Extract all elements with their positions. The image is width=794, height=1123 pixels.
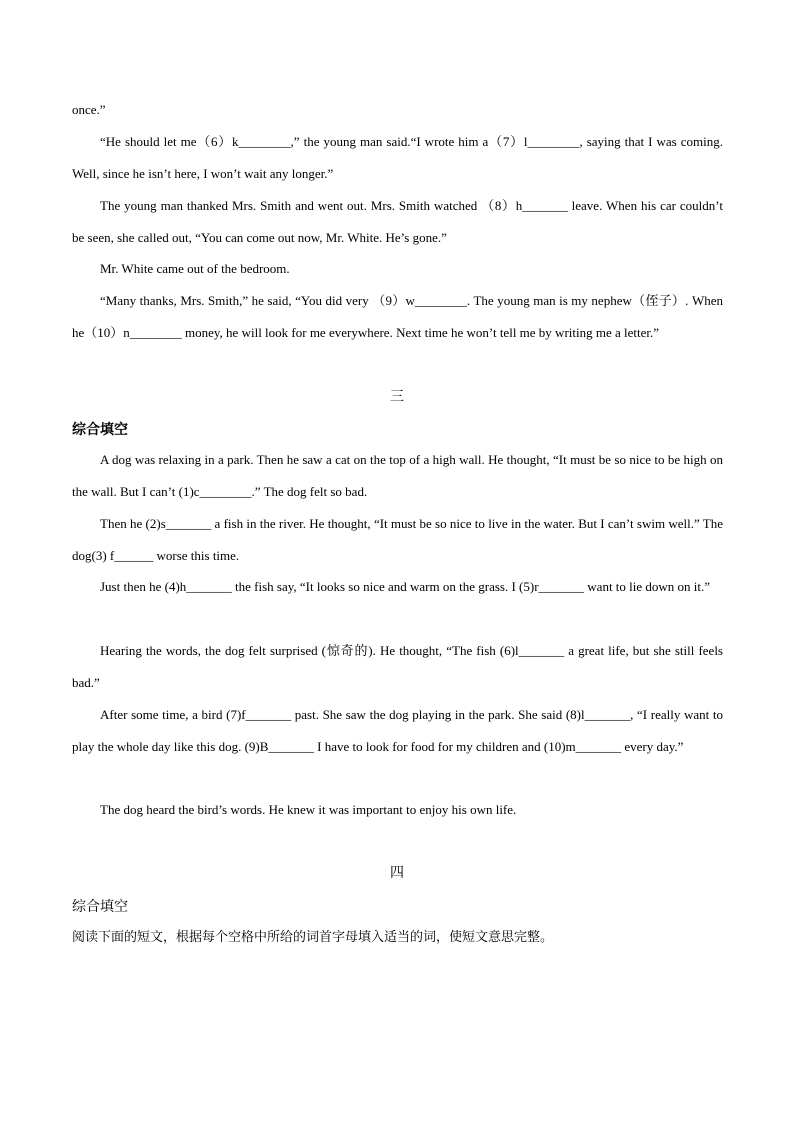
section-4-instruction: 阅读下面的短文，根据每个空格中所给的词首字母填入适当的词，使短文意思完整。 bbox=[72, 930, 554, 945]
s2-paragraph-3: The young man thanked Mrs. Smith and went out. Mrs. Smith watched （8）h_______ leave. When his car couldn’t be seen, she called out, “You can come out now, Mr. White. He’s gone.” bbox=[72, 198, 723, 245]
s2-paragraph-1: once.” bbox=[72, 102, 106, 117]
s2-paragraph-2: “He should let me（6）k________,” the young man said.“I wrote him a（7）l________, saying that I was coming. Well, since he isn’t here, I won’t wait any longer.” bbox=[72, 134, 723, 181]
s2-paragraph-4: Mr. White came out of the bedroom. bbox=[100, 261, 290, 276]
s3-paragraph-3: Just then he (4)h_______ the fish say, “It looks so nice and warm on the grass. I (5)r_______ want to lie down on it.” bbox=[100, 579, 711, 594]
section-4-title: 综合填空 bbox=[72, 899, 128, 915]
s3-paragraph-1: A dog was relaxing in a park. Then he saw a cat on the top of a high wall. He thought, “It must be so nice to be high on the wall. But I can’t (1)c________.” The dog felt so bad. bbox=[72, 452, 723, 499]
s3-paragraph-5: After some time, a bird (7)f_______ past. She saw the dog playing in the park. She said (8)l_______, “I really want to play the whole day like this dog. (9)B_______ I have to look for food for my children and (10)m_______ every day.” bbox=[72, 707, 723, 754]
section-4-number: 四 bbox=[390, 866, 404, 881]
s2-paragraph-5: “Many thanks, Mrs. Smith,” he said, “You did very （9）w________. The young man is my nephew（侄子）. When he（10）n________ money, he will look for me everywhere. Next time he won’t tell me by writing me a letter.” bbox=[72, 293, 723, 340]
s3-paragraph-2: Then he (2)s_______ a fish in the river. He thought, “It must be so nice to live in the water. But I can’t swim well.” The dog(3) f______ worse this time. bbox=[72, 516, 723, 563]
section-3-number: 三 bbox=[390, 390, 404, 405]
s3-paragraph-6: The dog heard the bird’s words. He knew it was important to enjoy his own life. bbox=[100, 802, 517, 817]
s3-paragraph-4: Hearing the words, the dog felt surprised (惊奇的). He thought, “The fish (6)l_______ a great life, but she still feels bad.” bbox=[72, 643, 723, 690]
section-3-title: 综合填空 bbox=[72, 422, 128, 438]
